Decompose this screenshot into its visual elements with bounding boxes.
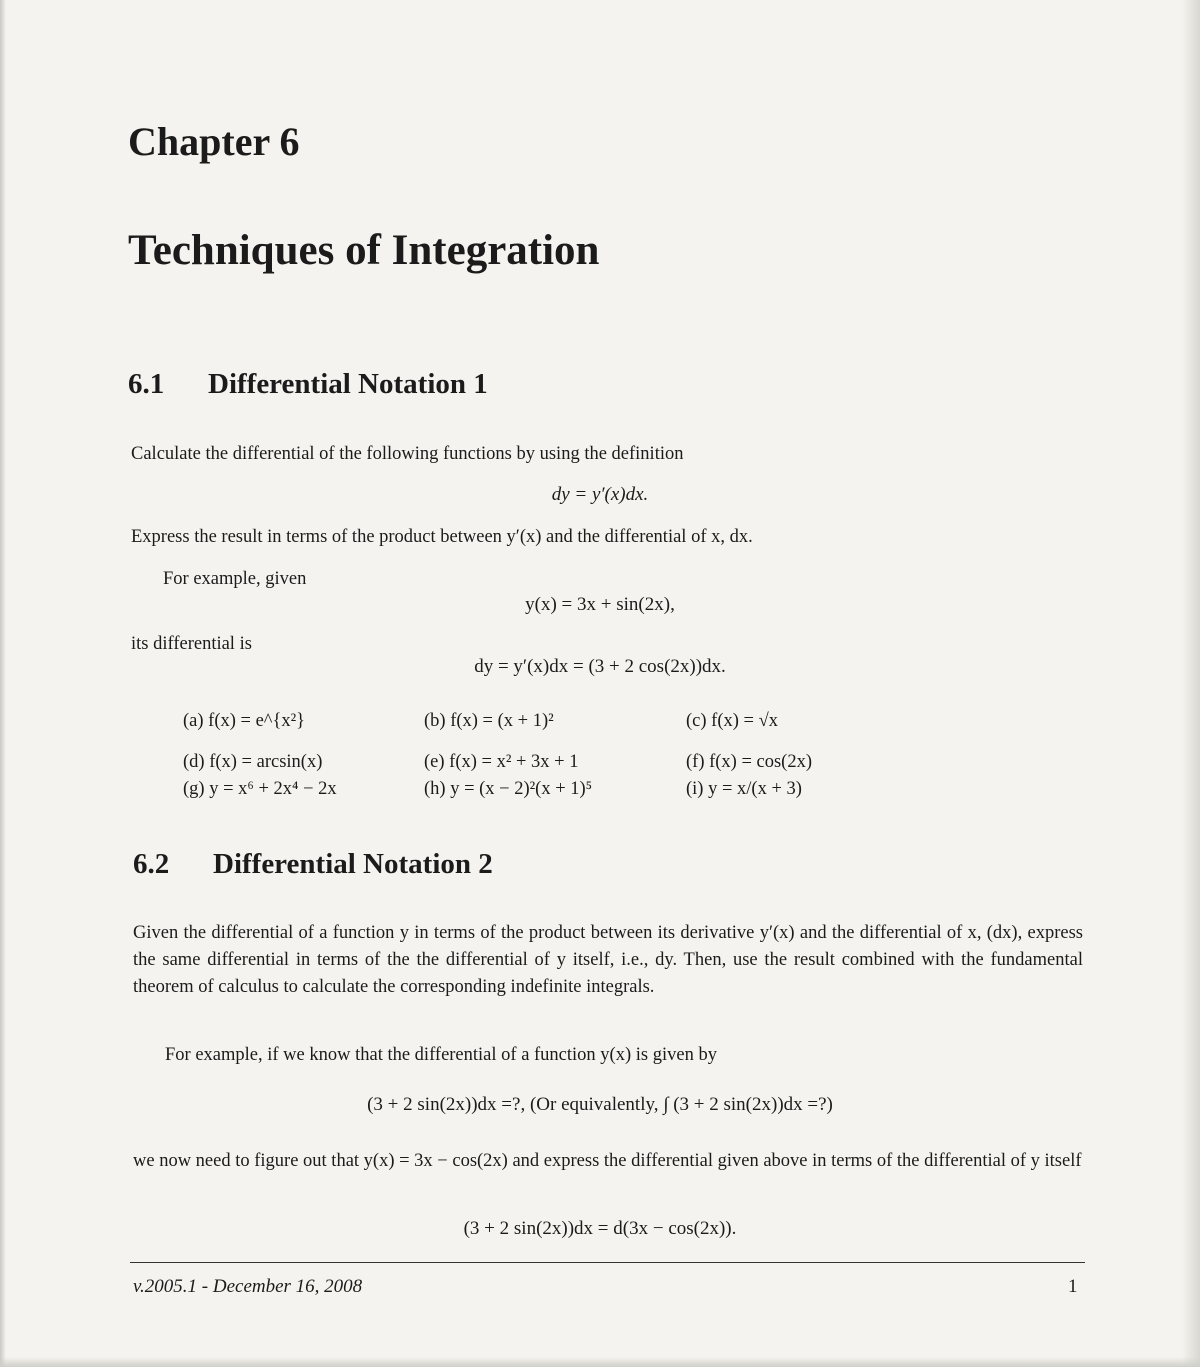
section-6-1-heading [128,368,488,401]
exercise-c: (c) f(x) = √x [686,711,778,731]
chapter-title: Techniques of Integration [128,227,600,274]
section-title: Differential Notation 1 [208,368,488,400]
exercise-b: (b) f(x) = (x + 1)² [424,711,554,731]
scan-edge-left [0,0,6,1367]
section-6-2-example-lead: For example, if we know that the differential of a function y(x) is given by [165,1045,717,1065]
exercise-d: (d) f(x) = arcsin(x) [183,752,323,772]
exercise-e: (e) f(x) = x² + 3x + 1 [424,752,579,772]
its-differential-text: its differential is [131,634,252,654]
exercise-h: (h) y = (x − 2)²(x + 1)⁵ [424,779,593,799]
section-6-1-intro: Calculate the differential of the following functions by using the definition [131,444,684,464]
scan-edge-right [1182,0,1200,1367]
example-lead: For example, given [163,569,307,589]
section-number: 6.1 [128,368,165,400]
footer-rule [130,1262,1085,1263]
exercise-f: (f) f(x) = cos(2x) [686,752,813,772]
section-6-2-example-equation: (3 + 2 sin(2x))dx =?, (Or equivalently, ∫ (3 + 2 sin(2x))dx =?) [367,1094,833,1115]
section-number: 6.2 [133,848,170,880]
section-6-2-intro: Given the differential of a function y in terms of the product between its derivative y′(x) and the differential of x, (dx), express the same differential in terms of the the differential of y itself, i.e., dy. Then, use the result combined with the fundamental theorem of calculus to calculate the corresponding indefinite integrals. [133,923,1083,997]
section-6-2-heading [133,848,493,881]
express-instruction: Express the result in terms of the product between y′(x) and the differential of x, dx. [131,527,753,547]
scan-edge-bottom [0,1357,1200,1367]
example-equation: y(x) = 3x + sin(2x), [525,594,675,615]
exercise-g: (g) y = x⁶ + 2x⁴ − 2x [183,779,337,799]
section-6-2-follow-text: we now need to figure out that y(x) = 3x − cos(2x) and express the differential given above in terms of the differential of y itself [133,1151,1082,1171]
exercise-i: (i) y = x/(x + 3) [686,779,802,799]
chapter-label: Chapter 6 [128,119,300,164]
footer-version: v.2005.1 - December 16, 2008 [133,1276,363,1297]
exercise-a: (a) f(x) = e^{x²} [183,711,306,731]
page-number: 1 [1068,1276,1078,1297]
definition-equation: dy = y′(x)dx. [551,484,649,505]
section-6-2-result-equation: (3 + 2 sin(2x))dx = d(3x − cos(2x)). [463,1218,737,1239]
section-title: Differential Notation 2 [213,848,493,880]
example-result-equation: dy = y′(x)dx = (3 + 2 cos(2x))dx. [474,656,726,677]
